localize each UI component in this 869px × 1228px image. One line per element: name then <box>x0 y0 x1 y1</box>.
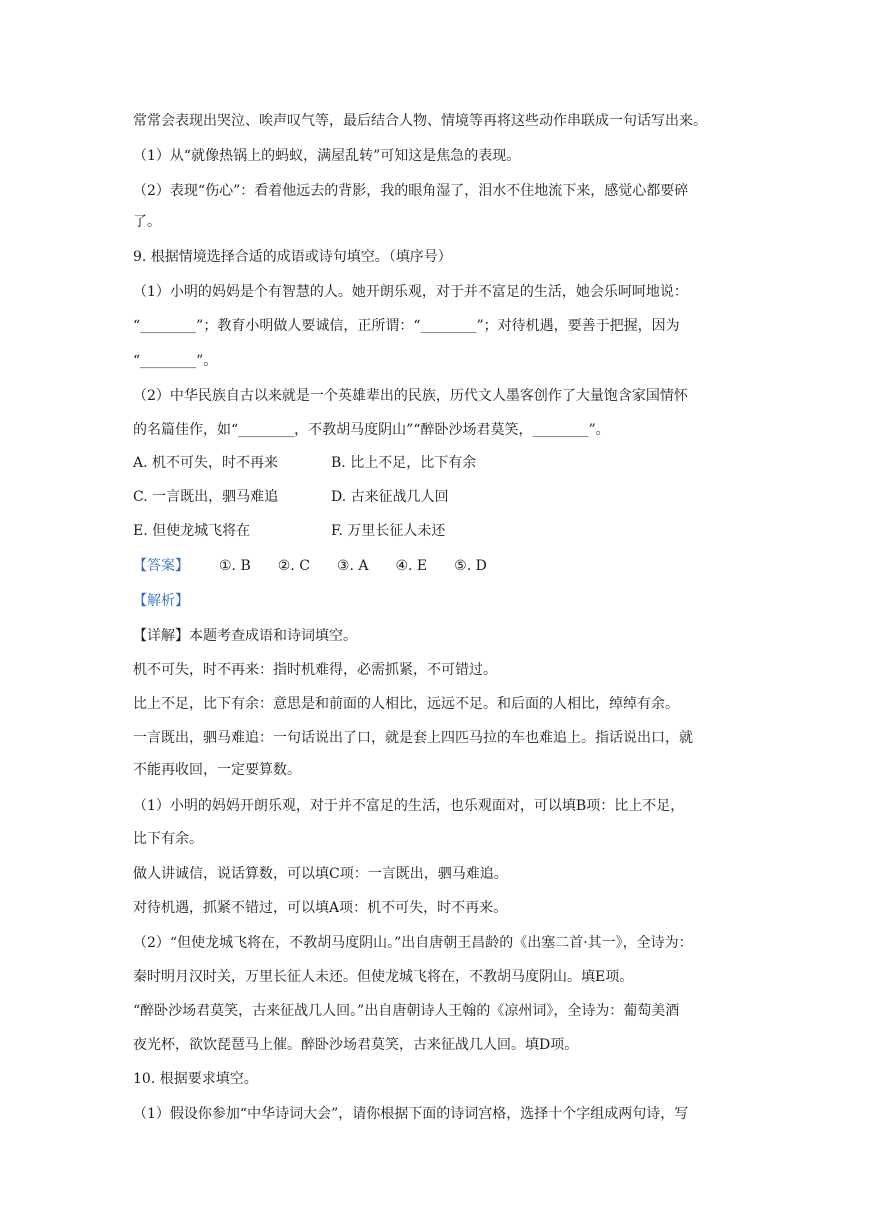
answer-item: ②. C <box>277 558 310 574</box>
text-line: 常常会表现出哭泣、唉声叹气等，最后结合人物、情境等再将这些动作串联成一句话写出来。 <box>133 113 707 129</box>
question-heading: 9. 根据情境选择合适的成语或诗句填空。（填序号） <box>133 249 452 265</box>
option-a: A. 机不可失，时不再来 <box>133 455 279 471</box>
text-line: 的名篇佳作，如“________，不教胡马度阴山”“醉卧沙场君莫笑，________”。 <box>133 422 610 438</box>
option-b: B. 比上不足，比下有余 <box>331 455 477 471</box>
analysis-line: “醉卧沙场君莫笑，古来征战几人回。”出自唐朝诗人王翰的《凉州词》，全诗为：葡萄美酒 <box>133 1003 680 1019</box>
option-e: E. 但使龙城飞将在 <box>133 523 251 539</box>
question-heading: 10. 根据要求填空。 <box>133 1071 258 1087</box>
analysis-line: 对待机遇，抓紧不错过，可以填A项：机不可失，时不再来。 <box>133 900 508 916</box>
analysis-line: 做人讲诚信，说话算数，可以填C项：一言既出，驷马难追。 <box>133 866 508 882</box>
options-row <box>133 453 743 473</box>
text-line: “________”。 <box>133 353 218 369</box>
analysis-line: 【详解】本题考查成语和诗词填空。 <box>133 628 357 644</box>
analysis-line: 不能再收回，一定要算数。 <box>133 762 301 778</box>
text-line: （2）中华民族自古以来就是一个英雄辈出的民族，历代文人墨客创作了大量饱含家国情怀 <box>133 388 688 404</box>
text-line: （1）假设你参加“中华诗词大会”，请你根据下面的诗词宫格，选择十个字组成两句诗，写 <box>133 1106 689 1122</box>
answer-row <box>133 556 743 576</box>
options-row <box>133 521 743 541</box>
analysis-line: 一言既出，驷马难追：一句话说出了口，就是套上四匹马拉的车也难追上。指话说出口，就 <box>133 730 693 746</box>
analysis-line: （2）“但使龙城飞将在，不教胡马度阴山。”出自唐朝王昌龄的《出塞二首·其一》，全诗为： <box>133 935 693 951</box>
option-d: D. 古来征战几人回 <box>331 489 449 505</box>
text-line: 了。 <box>133 214 161 230</box>
text-line: （1）小明的妈妈是个有智慧的人。她开朗乐观，对于并不富足的生活，她会乐呵呵地说： <box>133 284 688 300</box>
answer-item: ①. B <box>219 558 251 574</box>
analysis-label: 【解析】 <box>133 593 189 609</box>
analysis-line: （1）小明的妈妈开朗乐观，对于并不富足的生活，也乐观面对，可以填B项：比上不足， <box>133 798 685 814</box>
answer-item: ③. A <box>336 558 369 574</box>
analysis-line: 夜光杯，欲饮琵琶马上催。醉卧沙场君莫笑，古来征战几人回。填D项。 <box>133 1037 579 1053</box>
answer-item: ⑤. D <box>454 558 487 574</box>
option-c: C. 一言既出，驷马难追 <box>133 489 279 505</box>
analysis-line: 比上不足，比下有余：意思是和前面的人相比，远远不足。和后面的人相比，绰绰有余。 <box>133 696 679 712</box>
text-line: （1）从“就像热锅上的蚂蚁，满屋乱转”可知这是焦急的表现。 <box>133 148 521 164</box>
analysis-line: 机不可失，时不再来：指时机难得，必需抓紧，不可错过。 <box>133 662 497 678</box>
analysis-line: 秦时明月汉时关，万里长征人未还。但使龙城飞将在，不教胡马度阴山。填E项。 <box>133 969 634 985</box>
answer-label: 【答案】 <box>133 558 189 574</box>
options-row <box>133 487 743 507</box>
text-line: “________”；教育小明做人要诚信，正所谓：“________”；对待机遇，要善于把握，因为 <box>133 318 680 334</box>
analysis-line: 比下有余。 <box>133 831 203 847</box>
text-line: （2）表现“伤心”：看着他远去的背影，我的眼角湿了，泪水不住地流下来，感觉心都要碎 <box>133 183 689 199</box>
answer-item: ④. E <box>395 558 428 574</box>
option-f: F. 万里长征人未还 <box>331 523 446 539</box>
